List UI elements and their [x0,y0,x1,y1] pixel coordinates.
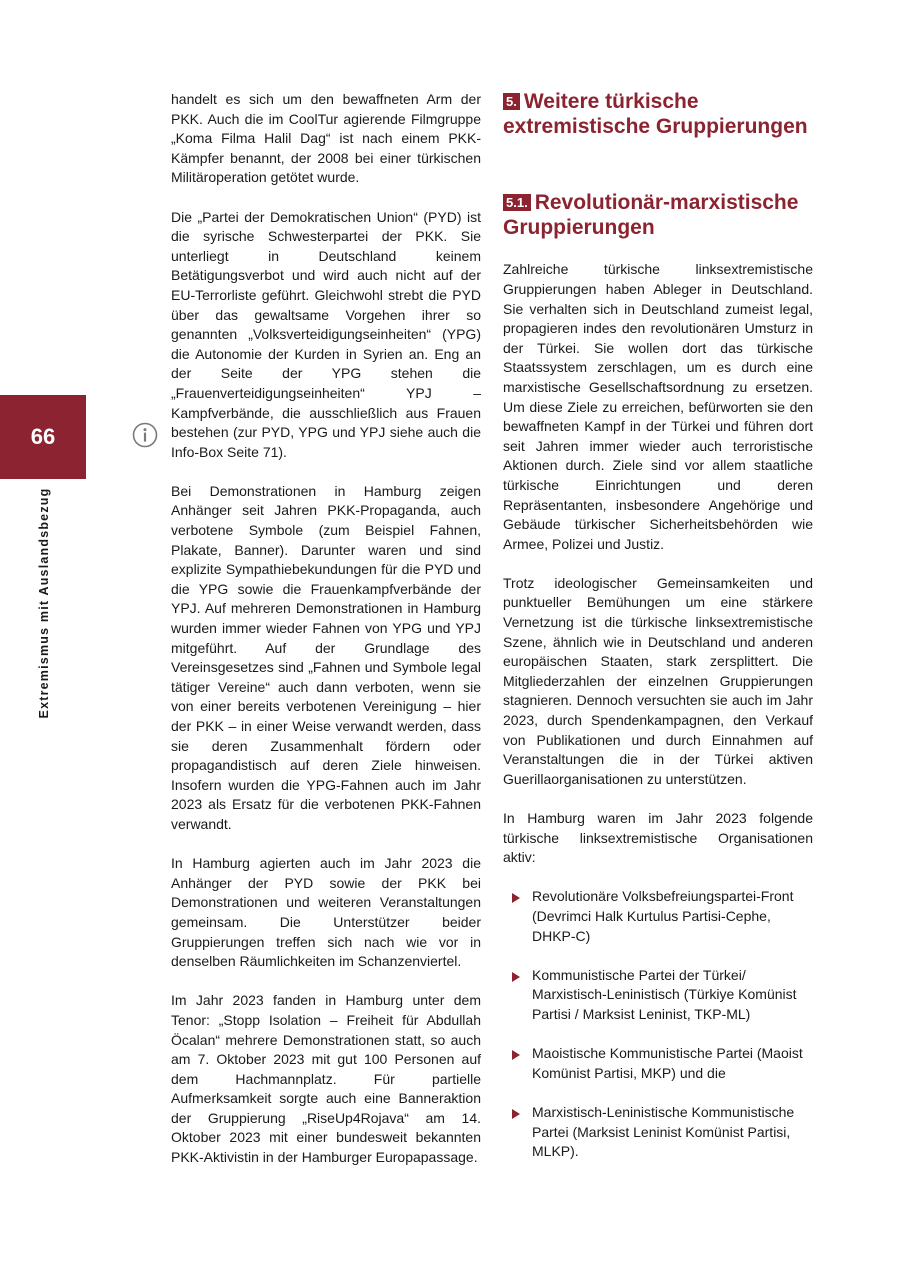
triangle-bullet-icon [512,1109,520,1119]
paragraph: handelt es sich um den bewaffneten Arm der PKK. Auch die im CoolTur agierende Filmgruppe „Koma Filma Halil Dag“ ist nach einem PKK-Kämpfer benannt, der 2008 bei einer türkischen Militäroperation getötet wurde. [171,91,481,186]
section-heading-title: Revolutionär-marxistische Gruppierungen [503,191,799,239]
page-number: 66 [30,424,56,449]
paragraph: Zahlreiche türkische linksextremistische Gruppierungen haben Ableger in Deutschland. Sie verhalten sich in Deutschland zumeist legal, propagieren indes den revolutionären Umsturz in der Türkei. Sie wollen dort das türkische Staatssystem zerschlagen, um es durch eine marxistische Gesellschaftsordnung zu ersetzen. Um diese Ziele zu erreichen, befürworten sie den bewaffneten Kampf in der Türkei und führen dort seit Jahren immer wieder auch terroristische Aktionen durch. Ziele sind vor allem staatliche türkische Einrichtungen und deren Repräsentanten, insbesondere Angehörige und Gebäude türkischer Sicherheitsbehörden wie Armee, Polizei und Justiz. [503,261,813,552]
section-number-badge: 5.1. [503,194,531,211]
paragraph: Trotz ideologischer Gemeinsamkeiten und punktueller Bemühungen um eine stärkere Vernetzung ist die türkische linksextremistische Szene, ähnlich wie in Deutschland und anderen europäischen Staaten, stark zersplittert. Die Mitgliederzahlen der einzelnen Gruppierungen stagnieren. Dennoch versuchten sie auch im Jahr 2023, durch Spendenkampagnen, den Verkauf von Publikationen und durch Einnahmen auf Veranstaltungen die in der Türkei aktiven Guerillaorganisationen zu unterstützen. [503,574,813,787]
triangle-bullet-icon [512,1050,520,1060]
list-item [503,887,813,946]
paragraph: Die „Partei der Demokratischen Union“ (PYD) ist die syrische Schwesterpartei der PKK. Sie unterliegt in Deutschland keinem Betätigungsverbot und wird auch nicht auf der EU-Terrorliste geführt. Gleichwohl strebt die PYD über das gewaltsame Vorgehen ihrer so genannten „Volksverteidigungseinheiten“ (YPG) die Autonomie der Kurden in Syrien an. Eng an der Seite der YPG stehen die „Frauenverteidigungseinheiten“ YPJ – Kampfverbände, die ausschließlich aus Frauen bestehen (zur PYD, YPG und YPJ siehe auch die Info-Box Seite 71). [171,208,481,460]
paragraph: Bei Demonstrationen in Hamburg zeigen Anhänger seit Jahren PKK-Propaganda, auch verbotene Symbole (zum Beispiel Fahnen, Plakate, Banner). Darunter waren und sind explizite Sympathiebekundungen für die PYD und die YPG sowie die Frauenkampfverbände der YPJ. Auf mehreren Demonstrationen in Hamburg wurden immer wieder Fahnen von YPG und YPJ mitgeführt. Auf der Grundlage des Vereinsgesetzes sind „Fahnen und Symbole legal tätiger Vereine“ auch dann verboten, wenn sie von einer bereits verbotenen Vereinigung – hier der PKK – in einer Weise verwandt werden, dass sie deren Zusammenhalt fördern oder propagandistisch auf deren Ziele hinweisen. Insofern wurden die YPG-Fahnen auch im Jahr 2023 als Ersatz für die verbotenen PKK-Fahnen verwandt. [171,482,481,832]
list-item [503,1103,813,1162]
section-heading-title: Weitere türkische extremistische Gruppierungen [503,90,808,138]
right-column [503,90,813,1181]
paragraph: In Hamburg agierten auch im Jahr 2023 die Anhänger der PYD sowie der PKK bei Demonstrationen und weiteren Veranstaltungen gemeinsam. Die Unterstützer beider Gruppierungen treffen sich nach wie vor in denselben Räumlichkeiten im Schanzenviertel. [171,855,481,970]
triangle-bullet-icon [512,893,520,903]
organization-list [503,887,813,1161]
section-heading-5 [503,90,813,139]
list-item-text: Marxistisch-Leninistische Kommunistische Partei (Marksist Leninist Komünist Partisi, MLKP). [532,1103,795,1160]
list-item [503,966,813,1025]
list-item-text: Revolutionäre Volksbefreiungspartei-Front (Devrimci Halk Kurtulus Partisi-Cephe, DHKP-C) [532,888,794,944]
list-item-text: Maoistische Kommunistische Partei (Maoist Komünist Partisi, MKP) und die [532,1045,803,1081]
paragraph: Im Jahr 2023 fanden in Hamburg unter dem Tenor: „Stopp Isolation – Freiheit für Abdullah Öcalan“ mehrere Demonstrationen statt, so auch am 7. Oktober 2023 mit gut 100 Personen auf dem Hachmannplatz. Für partielle Aufmerksamkeit sorgte auch eine Banneraktion der Gruppierung „RiseUp4Rojava“ am 14. Oktober 2023 mit einer bundesweit bekannten PKK-Aktivistin in der Hamburger Europapassage. [171,992,481,1166]
list-item-text: Kommunistische Partei der Türkei/ Marxistisch-Leninistisch (Türkiye Komünist Partisi / Marksist Leninist, TKP-ML) [532,966,797,1022]
triangle-bullet-icon [512,972,520,982]
paragraph: In Hamburg waren im Jahr 2023 folgende türkische linksextremistische Organisationen aktiv: [503,810,813,866]
info-icon [132,422,158,448]
section-number-badge: 5. [503,93,520,110]
page-number-tab [0,395,86,479]
left-column [171,90,481,1187]
list-item [503,1044,813,1083]
section-heading-5-1 [503,191,813,240]
section-label: Extremismus mit Auslandsbezug [37,487,51,719]
